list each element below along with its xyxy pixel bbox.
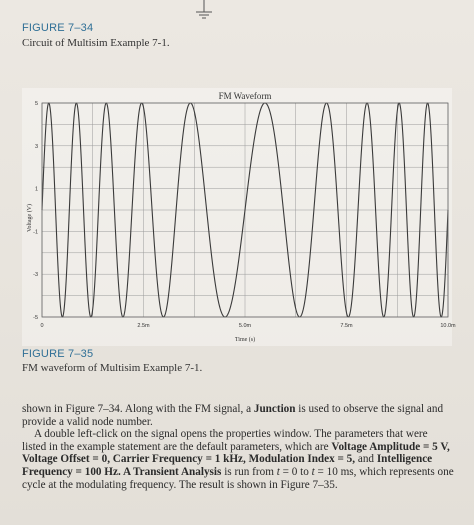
figure-34-label: FIGURE 7–34 — [22, 22, 94, 34]
y-tick-label: -1 — [33, 229, 38, 236]
x-tick-label: 10.0m — [440, 323, 456, 329]
y-tick-label: 3 — [34, 143, 38, 150]
figure-34-caption: Circuit of Multisim Example 7-1. — [22, 37, 170, 49]
x-tick-label: 0 — [40, 323, 44, 329]
paragraph-2: A double left-click on the signal opens the properties window. The parameters that were listed in the example statement are the default parameters, which are Voltage Amplitude = 5 V, Voltage Offset = 0, Carrier Frequency = 1 kHz, Modulation Index = 5, and Intelligence Frequency = 100 Hz. A Transient Analysis is run from t = 0 to t = 10 ms, which represents one cycle at the modulating frequency. The result is shown in Figure 7–35. — [22, 428, 454, 491]
fm-waveform-chart — [22, 88, 456, 346]
chart-title: FM Waveform — [218, 91, 272, 101]
y-tick-label: -5 — [33, 315, 38, 321]
y-tick-label: 1 — [34, 186, 38, 193]
x-tick-label: 7.5m — [340, 323, 353, 329]
body-text — [22, 403, 454, 491]
y-axis-label: Voltage (V) — [27, 203, 33, 233]
figure-35-caption: FM waveform of Multisim Example 7-1. — [22, 362, 203, 374]
chart-background — [22, 88, 452, 346]
y-tick-label: 5 — [34, 101, 38, 107]
x-tick-label: 2.5m — [137, 323, 150, 329]
figure-35-label: FIGURE 7–35 — [22, 348, 94, 360]
ground-symbol-icon — [192, 0, 216, 22]
x-tick-label: 5.0m — [238, 323, 252, 329]
paragraph-1: shown in Figure 7–34. Along with the FM signal, a Junction is used to observe the signal and provide a valid node number. — [22, 403, 444, 428]
y-tick-label: -3 — [33, 272, 38, 279]
x-axis-label: Time (s) — [234, 337, 256, 343]
